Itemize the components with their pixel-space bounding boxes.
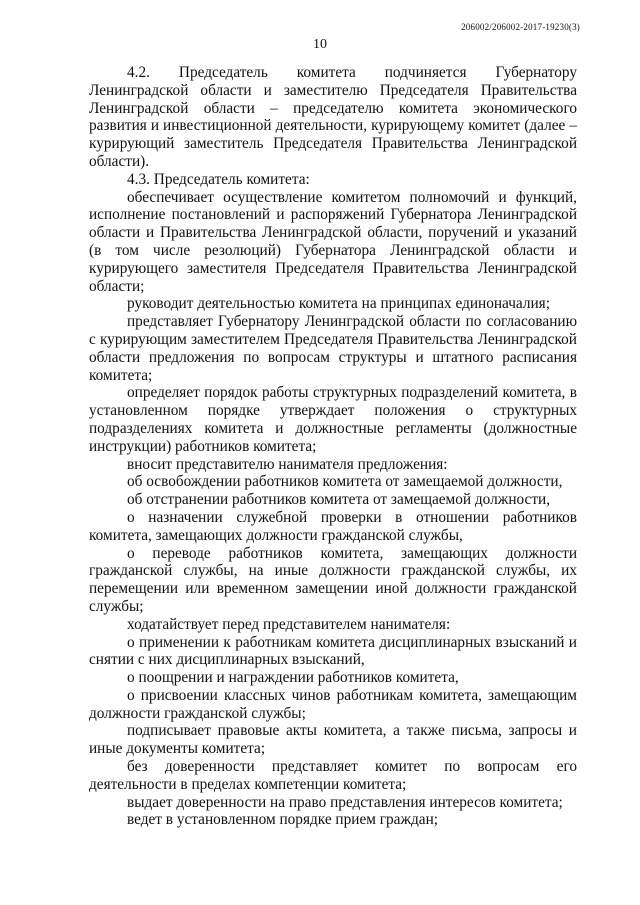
list-item: о переводе работников комитета, замещающих должности гражданской службы, на иные должности гражданской службы, их перемещении или временном замещении иной должности гражданской службы;: [89, 544, 577, 615]
list-item: о применении к работникам комитета дисциплинарных взысканий и снятии с них дисциплинарных взысканий,: [89, 633, 577, 669]
paragraph-presents: представляет Губернатору Ленинградской области по согласованию с курирующим заместителем Председателя Правительства Ленинградской области предложения по вопросам структуры и штатного расписания комитета;: [89, 313, 577, 384]
paragraph-ensures: обеспечивает осуществление комитетом полномочий и функций, исполнение постановлений и распоряжений Губернатора Ленинградской области и Правительства Ленинградской области, поручений и указаний (в том числе резолюций) Губернатора Ленинградской области и курирующего заместителя Председателя Правительства Ленинградской области;: [89, 188, 577, 295]
document-body: [89, 64, 577, 829]
paragraph-signs: подписывает правовые акты комитета, а также письма, запросы и иные документы комитета;: [89, 722, 577, 758]
paragraph-represents: без доверенности представляет комитет по вопросам его деятельности в пределах компетенции комитета;: [89, 758, 577, 793]
document-code: 206002/206002-2017-19230(3): [461, 22, 580, 32]
paragraph-receives-citizens: ведет в установленном порядке прием граждан;: [127, 811, 439, 829]
list-item: о присвоении классных чинов работникам комитета, замещающим должности гражданской службы;: [89, 686, 577, 722]
paragraph-4-3-heading: 4.3. Председатель комитета:: [127, 170, 310, 188]
paragraph-submits: вносит представителю нанимателя предложения:: [127, 455, 448, 473]
paragraph-manages: руководит деятельностью комитета на принципах единоначалия;: [127, 295, 550, 313]
list-item: о назначении служебной проверки в отношении работников комитета, замещающих должности гражданской службы,: [89, 508, 577, 544]
list-item: об освобождении работников комитета от замещаемой должности,: [127, 473, 563, 491]
page-number: 10: [313, 37, 327, 52]
paragraph-petitions: ходатайствует перед представителем нанимателя:: [127, 615, 451, 633]
paragraph-determines: определяет порядок работы структурных подразделений комитета, в установленном порядке утверждает положения о структурных подразделениях комитета и должностные регламенты (должностные инструкции) работников комитета;: [89, 384, 577, 455]
list-item: об отстранении работников комитета от замещаемой должности,: [127, 491, 551, 509]
paragraph-4-2: 4.2. Председатель комитета подчиняется Губернатору Ленинградской области и заместителю Председателя Правительства Ленинградской области – председателю комитета экономического развития и инвестиционной деятельности, курирующему комитет (далее – курирующий заместитель Председателя Правительства Ленинградской области).: [89, 64, 577, 170]
list-item: о поощрении и награждении работников комитета,: [127, 669, 459, 687]
paragraph-issues-powers: выдает доверенности на право представления интересов комитета;: [127, 793, 563, 811]
